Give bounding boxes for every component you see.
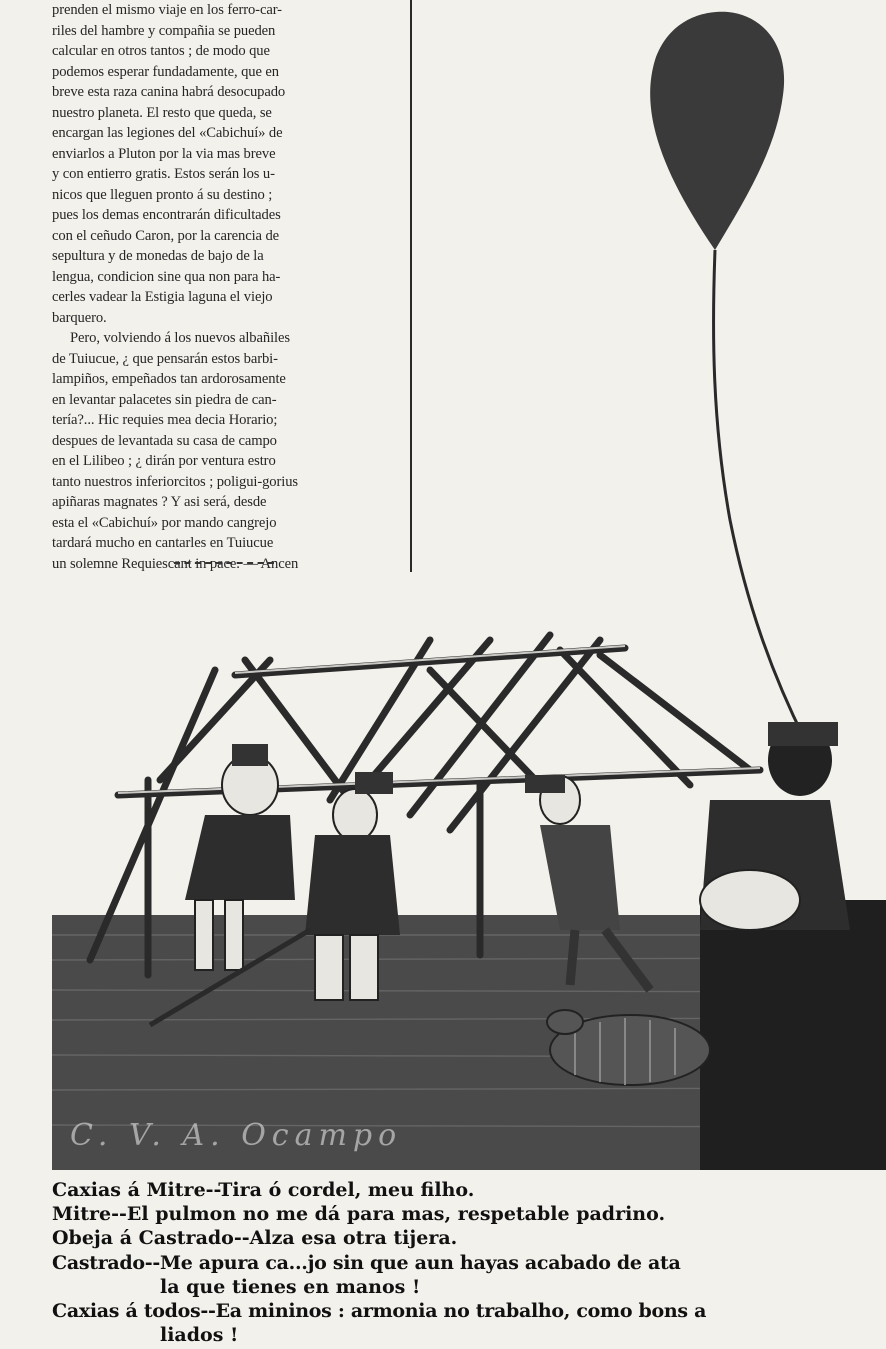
caption-line bbox=[52, 1178, 886, 1202]
column-line: sepultura y de monedas de bajo de la bbox=[52, 248, 264, 264]
column-line: Pero, volviendo á los nuevos albañiles bbox=[70, 330, 290, 346]
column-line: tería?... Hic requies mea decia Horario; bbox=[52, 412, 278, 428]
balloon-icon bbox=[650, 12, 784, 250]
caption-line bbox=[52, 1251, 886, 1275]
column-line: prenden el mismo viaje en los ferro-car- bbox=[52, 2, 282, 18]
engraver-signature: C. V. A. Ocampo bbox=[70, 1118, 403, 1153]
caption-line bbox=[52, 1323, 886, 1347]
column-line: un solemne Requiescant in pace. — Ancen bbox=[52, 555, 299, 572]
balloon-string bbox=[714, 250, 805, 740]
caption-speaker: Caxias á todos-- bbox=[52, 1300, 216, 1323]
column-line: en el Lilibeo ; ¿ dirán por ventura estro bbox=[52, 453, 276, 469]
caption-line bbox=[52, 1202, 886, 1226]
column-line: breve esta raza canina habrá desocupado bbox=[52, 84, 286, 100]
column-line: encargan las legiones del «Cabichuí» de bbox=[52, 125, 283, 141]
caption-speaker: Caxias á Mitre-- bbox=[52, 1179, 219, 1201]
column-line: tanto nuestros inferiorcitos ; poligui-gorius bbox=[52, 473, 298, 490]
caption-text: Ea mininos : armonia no trabalho, como bons a bbox=[215, 1300, 707, 1323]
column-line: nicos que lleguen pronto á su destino ; bbox=[52, 186, 273, 203]
column-line: en levantar palacetes sin piedra de can- bbox=[52, 391, 277, 408]
caption-text: El pulmon no me dá para mas, respetable padrino. bbox=[126, 1203, 666, 1226]
caption-text: la que tienes en manos ! bbox=[160, 1275, 421, 1298]
column-line: pues los demas encontrarán dificultades bbox=[52, 207, 281, 223]
column-line: despues de levantada su casa de campo bbox=[52, 432, 277, 449]
column-line: podemos esperar fundadamente, que en bbox=[52, 63, 279, 80]
caption-line bbox=[52, 1299, 886, 1323]
column-line: y con entierro gratis. Estos serán los u- bbox=[52, 166, 275, 182]
column-line: riles del hambre y compañia se pueden bbox=[52, 22, 276, 39]
column-line: tardará mucho en cantarles en Tuiucue bbox=[52, 535, 274, 551]
caption-text: Tira ó cordel, meu filho. bbox=[218, 1179, 475, 1201]
column-line: nuestro planeta. El resto que queda, se bbox=[52, 104, 272, 121]
caption-line bbox=[52, 1275, 886, 1299]
column-line: de Tuiucue, ¿ que pensarán estos barbi- bbox=[52, 350, 278, 367]
column-line: con el ceñudo Caron, por la carencia de bbox=[52, 227, 280, 244]
caption-speaker: Mitre-- bbox=[52, 1203, 127, 1226]
column-line: cerles vadear la Estigia laguna el viejo bbox=[52, 289, 273, 305]
column-line: esta el «Cabichuí» por mando cangrejo bbox=[52, 514, 277, 531]
column-line: enviarlos a Pluton por la via mas breve bbox=[52, 145, 276, 162]
column-line: barquero. bbox=[52, 309, 107, 326]
caption-text: Me apura ca...jo sin que aun hayas acabado de ata bbox=[159, 1251, 681, 1274]
column-line: apiñaras magnates ? Y asi será, desde bbox=[52, 494, 267, 510]
caption-line bbox=[52, 1226, 886, 1250]
caption-speaker: Obeja á Castrado-- bbox=[52, 1227, 250, 1250]
caption-speaker: Castrado-- bbox=[52, 1251, 160, 1274]
column-line: lampiños, empeñados tan ardorosamente bbox=[52, 371, 286, 387]
caption-text: liados ! bbox=[160, 1324, 239, 1347]
column-line: lengua, condicion sine qua non para ha- bbox=[52, 268, 281, 285]
column-line: calcular en otros tantos ; de modo que bbox=[52, 43, 270, 59]
shadow-area bbox=[700, 900, 886, 1170]
illustration-captions bbox=[52, 1178, 886, 1347]
caption-text: Alza esa otra tijera. bbox=[249, 1227, 458, 1250]
